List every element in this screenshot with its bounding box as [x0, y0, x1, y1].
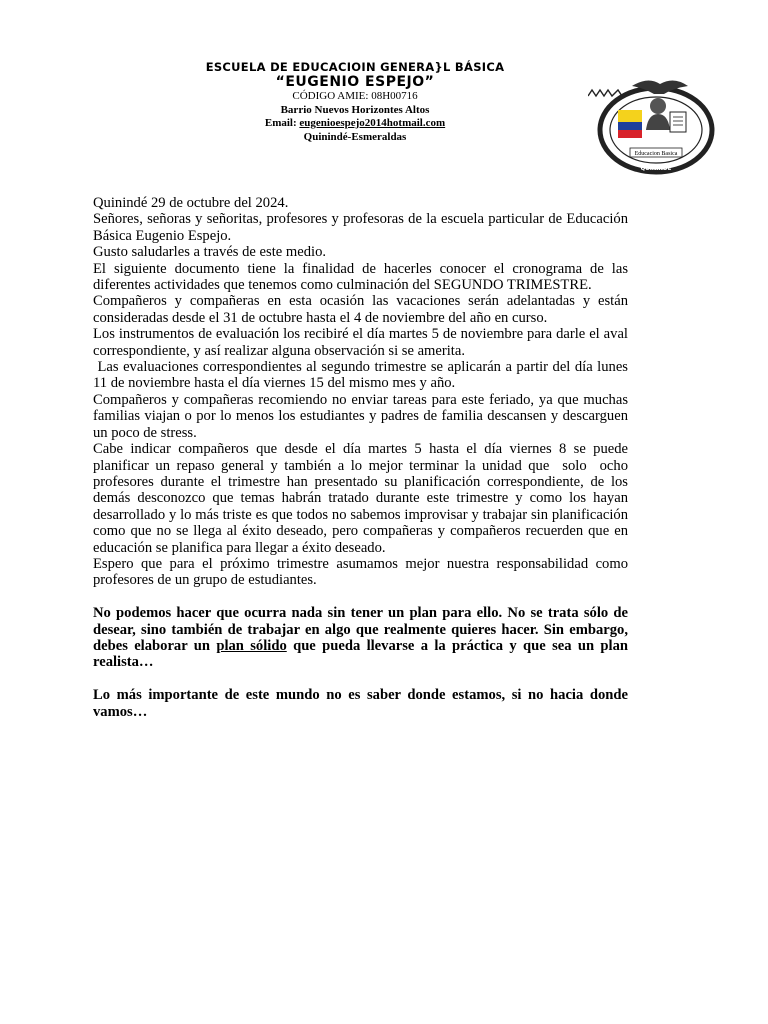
- spacer: [93, 671, 628, 687]
- letter-paragraph: Los instrumentos de evaluación los recibiré el día martes 5 de noviembre para darle el aval correspondiente, y así realizar alguna observación si se amerita.: [93, 326, 628, 359]
- logo-flag-red: [618, 130, 642, 138]
- email-separator: :: [292, 117, 300, 129]
- logo-flag-yellow: [618, 110, 642, 122]
- quote-plan-before: No podemos hacer que ocurra nada sin tener un plan para ello. No se trata sólo de desear, sino también de trabajar en algo que realmente quieres hacer. Sin embargo, debes elaborar un: [93, 605, 628, 654]
- email-label: Email: [264, 117, 293, 129]
- email-link[interactable]: eugenioespejo2014hotmail.com: [299, 117, 446, 129]
- letter-paragraph: Señores, señoras y señoritas, profesores y profesoras de la escuela particular de Educación Básica Eugenio Espejo.: [93, 211, 628, 244]
- city-line: Quinindé-Esmeraldas: [303, 130, 407, 143]
- logo-bottom-text: QUININDE: [640, 166, 672, 172]
- email-line: [170, 117, 540, 131]
- letter-paragraph: Las evaluaciones correspondientes al segundo trimestre se aplicarán a partir del día lunes 11 de noviembre hasta el día viernes 15 del mismo mes y año.: [93, 359, 632, 392]
- logo-banner-text: Educacion Basica: [634, 151, 678, 157]
- letter-date: Quinindé 29 de octubre del 2024.: [93, 195, 289, 211]
- logo-flag-blue: [618, 122, 642, 130]
- amie-code: CÓDIGO AMIE: 08H00716: [292, 90, 418, 102]
- letter-paragraph: Compañeros y compañeras en esta ocasión las vacaciones serán adelantadas y están consideradas desde el 31 de octubre hasta el 4 de noviembre del año en curso.: [93, 293, 628, 326]
- letter-paragraph: Espero que para el próximo trimestre asumamos mejor nuestra responsabilidad como profesores de un grupo de estudiantes.: [93, 555, 628, 589]
- letter-paragraph: El siguiente documento tiene la finalidad de hacerles conocer el cronograma de las diferentes actividades que tenemos como culminación del SEGUNDO TRIMESTRE.: [93, 260, 628, 294]
- letter-body: [93, 195, 632, 720]
- quote-direction: Lo más importante de este mundo no es saber donde estamos, si no hacia donde vamos…: [93, 687, 628, 720]
- logo-ribbon-left: [588, 90, 622, 96]
- school-title: “EUGENIO ESPEJO”: [275, 74, 435, 90]
- logo-book: [670, 112, 686, 132]
- quote-plan-after: que pueda llevarse a la práctica y que sea un plan realista…: [93, 637, 629, 671]
- letter-paragraph: Gusto saludarles a través de este medio.: [93, 244, 327, 261]
- quote-plan-underlined: plan sólido: [216, 637, 287, 654]
- school-logo: [588, 72, 720, 176]
- letter-paragraph: Compañeros y compañeras recomiendo no enviar tareas para este feriado, ya que muchas familias viajan o por lo menos los estudiantes y padres de familia descansen y descarguen un poco de stress.: [93, 391, 628, 441]
- spacer: [93, 589, 628, 605]
- logo-portrait-head: [650, 98, 666, 114]
- school-address: Barrio Nuevos Horizontes Altos: [280, 103, 430, 116]
- letterhead: [170, 60, 540, 144]
- quote-plan: [93, 605, 628, 671]
- school-name: ESCUELA DE EDUCACIOIN GENERA}L BÁSICA: [205, 60, 505, 74]
- letter-paragraph: Cabe indicar compañeros que desde el día martes 5 hasta el día viernes 8 se puede planificar un repaso general y también a lo mejor terminar la unidad que solo ocho profesores durante el trimestre han presentado su planificación correspondiente, de los demás desconozco que temas habrán tratado durante este trimestre y como los hayan desarrollado y lo más triste es que todos no sabemos improvisar y trabajar sin planificación como que no se llega al éxito deseado, pero compañeras y compañeros recuerden que en educación se planifica para llegar a éxito deseado.: [93, 441, 632, 556]
